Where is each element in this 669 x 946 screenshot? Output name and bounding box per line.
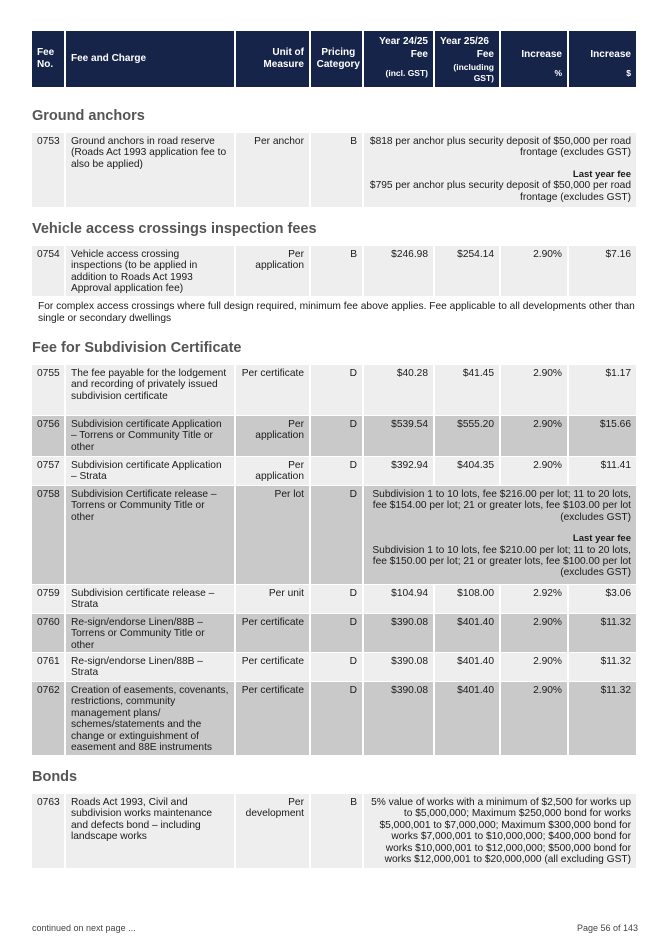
- fee-description: Subdivision Certificate release – Torrens or Community Title or other: [66, 486, 234, 584]
- header-fee-and-charge: Fee and Charge: [66, 31, 234, 87]
- vehicle-access-note: For complex access crossings where full design required, minimum fee above applies. Fee applicable to all developments other than single or secondary dwellings: [38, 301, 635, 324]
- table-row: [32, 653, 638, 681]
- increase-percent: 2.90%: [501, 246, 567, 296]
- unit-of-measure: Per development: [236, 794, 309, 868]
- fee-number: 0755: [32, 365, 64, 415]
- table-row: [32, 365, 638, 415]
- increase-percent: 2.90%: [501, 653, 567, 681]
- increase-dollar: $11.32: [569, 614, 636, 652]
- fee-number: 0754: [32, 246, 64, 296]
- header-increase-pct: Increase %: [501, 31, 567, 87]
- section-title-vehicle-access: Vehicle access crossings inspection fees: [32, 221, 317, 237]
- fee-text-cell: [364, 794, 636, 868]
- fee-number: 0757: [32, 457, 64, 485]
- pricing-category: D: [311, 365, 362, 415]
- fee-description: Roads Act 1993, Civil and subdivision works maintenance and defects bond – including landscape works: [66, 794, 234, 868]
- fee-text: $818 per anchor plus security deposit of $50,000 per road frontage (excludes GST): [369, 136, 631, 159]
- header-year-2425: Year 24/25 Fee (incl. GST): [364, 31, 433, 87]
- table-row: [32, 614, 638, 652]
- pricing-category: B: [311, 246, 362, 296]
- fee-description: Creation of easements, covenants, restrictions, community management plans/ schemes/statements and the change or extinguishment of easement and 88E instruments: [66, 682, 234, 755]
- unit-of-measure: Per certificate: [236, 653, 309, 681]
- fee-2425: $390.08: [364, 653, 433, 681]
- fee-description: Ground anchors in road reserve (Roads Act 1993 application fee to also be applied): [66, 133, 234, 207]
- fee-description: Re-sign/endorse Linen/88B – Strata: [66, 653, 234, 681]
- table-row: [32, 457, 638, 485]
- unit-of-measure: Per unit: [236, 585, 309, 613]
- section-title-subdivision: Fee for Subdivision Certificate: [32, 340, 242, 356]
- unit-of-measure: Per certificate: [236, 365, 309, 415]
- header-pricing-category: Pricing Category: [311, 31, 362, 87]
- fee-2526: $401.40: [435, 614, 499, 652]
- fee-2425: $246.98: [364, 246, 433, 296]
- section-title-ground-anchors: Ground anchors: [32, 108, 145, 124]
- table-row: [32, 585, 638, 613]
- fee-description: Subdivision certificate Application – Torrens or Community Title or other: [66, 416, 234, 456]
- increase-percent: 2.90%: [501, 365, 567, 415]
- header-increase-dollar: Increase $: [569, 31, 636, 87]
- fee-2425: $104.94: [364, 585, 433, 613]
- table-row: [32, 416, 638, 456]
- fee-number: 0758: [32, 486, 64, 584]
- fee-number: 0762: [32, 682, 64, 755]
- table-row: [32, 133, 638, 207]
- section-title-bonds: Bonds: [32, 769, 78, 785]
- table-header: [32, 31, 638, 87]
- fee-number: 0761: [32, 653, 64, 681]
- pricing-category: D: [311, 457, 362, 485]
- increase-percent: 2.90%: [501, 416, 567, 456]
- fee-number: 0760: [32, 614, 64, 652]
- fee-2526: $108.00: [435, 585, 499, 613]
- fee-text-cell: [364, 133, 636, 207]
- increase-percent: 2.90%: [501, 457, 567, 485]
- increase-dollar: $7.16: [569, 246, 636, 296]
- pricing-category: D: [311, 682, 362, 755]
- fee-text-cell: [364, 486, 636, 584]
- unit-of-measure: Per certificate: [236, 682, 309, 755]
- fee-2425: $539.54: [364, 416, 433, 456]
- increase-dollar: $15.66: [569, 416, 636, 456]
- pricing-category: D: [311, 416, 362, 456]
- increase-dollar: $1.17: [569, 365, 636, 415]
- pricing-category: D: [311, 614, 362, 652]
- fee-description: The fee payable for the lodgement and recording of privately issued subdivision certificate: [66, 365, 234, 415]
- increase-percent: 2.90%: [501, 682, 567, 755]
- table-row: [32, 794, 638, 868]
- unit-of-measure: Per lot: [236, 486, 309, 584]
- fee-text: Subdivision 1 to 10 lots, fee $216.00 per lot; 11 to 20 lots, fee $154.00 per lot; 21 or greater lots, fee $103.00 per lot (excludes GST): [372, 489, 631, 523]
- fee-2526: $404.35: [435, 457, 499, 485]
- continued-note: continued on next page ...: [32, 923, 136, 933]
- pricing-category: D: [311, 653, 362, 681]
- increase-percent: 2.90%: [501, 614, 567, 652]
- fee-2425: $40.28: [364, 365, 433, 415]
- header-year-2526: Year 25/26 Fee (including GST): [435, 31, 499, 87]
- table-row: [32, 682, 638, 755]
- last-year-label: Last year fee: [572, 168, 631, 180]
- fee-description: Vehicle access crossing inspections (to be applied in addition to Roads Act 1993 Approval application fee): [66, 246, 234, 296]
- unit-of-measure: Per certificate: [236, 614, 309, 652]
- fee-number: 0759: [32, 585, 64, 613]
- fee-2526: $401.40: [435, 682, 499, 755]
- increase-dollar: $11.41: [569, 457, 636, 485]
- fee-2526: $401.40: [435, 653, 499, 681]
- last-year-text: Subdivision 1 to 10 lots, fee $210.00 per lot; 11 to 20 lots, fee $150.00 per lot; 21 or greater lots, fee $100.00 per lot (excludes GST): [372, 544, 631, 579]
- fee-description: Subdivision certificate release – Strata: [66, 585, 234, 613]
- fee-2425: $390.08: [364, 614, 433, 652]
- fee-2526: $555.20: [435, 416, 499, 456]
- increase-dollar: $11.32: [569, 653, 636, 681]
- header-fee-no: Fee No.: [32, 31, 64, 87]
- fee-number: 0753: [32, 133, 64, 207]
- table-row: [32, 486, 638, 584]
- increase-percent: 2.92%: [501, 585, 567, 613]
- pricing-category: D: [311, 585, 362, 613]
- pricing-category: D: [311, 486, 362, 584]
- header-unit-of-measure: Unit of Measure: [236, 31, 309, 87]
- page-number: Page 56 of 143: [576, 923, 638, 933]
- fee-text: 5% value of works with a minimum of $2,500 for works up to $5,000,000; Maximum $250,000 bond for works $5,000,001 to $7,000,000; Maximum $300,000 bond for works $7,000,001 to $10,000,000; $400,000 bond for works $10,000,001 to $12,000,000; $500,000 bond for works $12,000,001 to $20,000,000 (all excluding GST): [371, 797, 631, 866]
- fee-2425: $390.08: [364, 682, 433, 755]
- unit-of-measure: Per application: [236, 416, 309, 456]
- last-year-label: Last year fee: [572, 533, 631, 545]
- fee-2526: $41.45: [435, 365, 499, 415]
- fee-2425: $392.94: [364, 457, 433, 485]
- pricing-category: B: [311, 794, 362, 868]
- unit-of-measure: Per anchor: [236, 133, 309, 207]
- fee-description: Subdivision certificate Application – Strata: [66, 457, 234, 485]
- last-year-text: $795 per anchor plus security deposit of $50,000 per road frontage (excludes GST): [369, 180, 631, 203]
- fee-2526: $254.14: [435, 246, 499, 296]
- pricing-category: B: [311, 133, 362, 207]
- increase-dollar: $3.06: [569, 585, 636, 613]
- table-row: [32, 246, 638, 296]
- fee-number: 0756: [32, 416, 64, 456]
- increase-dollar: $11.32: [569, 682, 636, 755]
- fee-number: 0763: [32, 794, 64, 868]
- fee-description: Re-sign/endorse Linen/88B – Torrens or Community Title or other: [66, 614, 234, 652]
- unit-of-measure: Per application: [236, 457, 309, 485]
- unit-of-measure: Per application: [236, 246, 309, 296]
